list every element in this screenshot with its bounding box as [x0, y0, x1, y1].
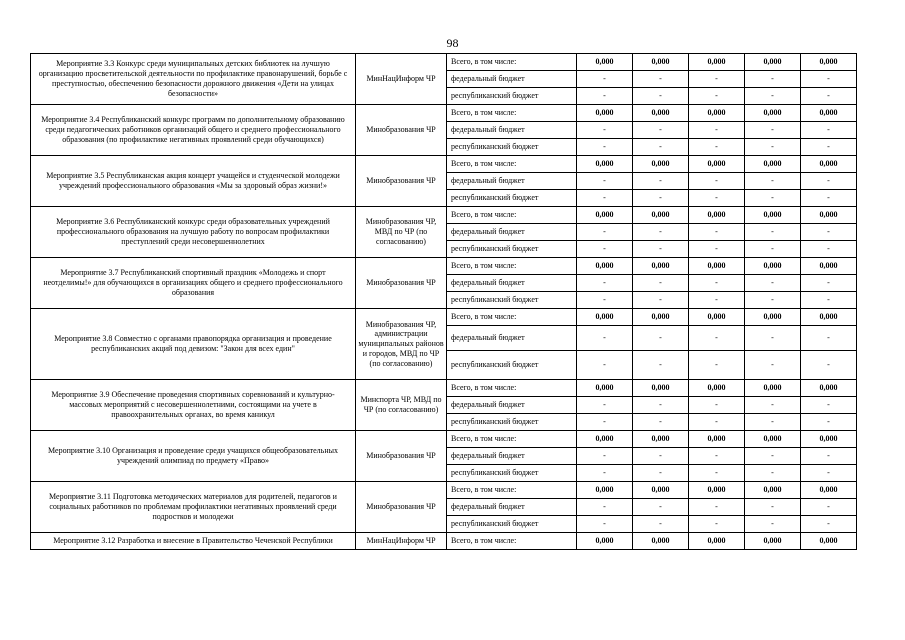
amount-cell: 0,000 [577, 482, 633, 499]
funding-source: федеральный бюджет [447, 224, 577, 241]
event-title: Мероприятие 3.5 Республиканская акция концерт учащейся и студенческой молодежи учреждений профессионального образования «Мы за здоровый образ жизни!» [31, 156, 356, 207]
amount-cell: 0,000 [801, 156, 857, 173]
amount-cell: - [633, 292, 689, 309]
event-title: Мероприятие 3.9 Обеспечение проведения спортивных соревнований и культурно-массовых мероприятий с несовершеннолетними, состоящими на учете в правоохранительных органах, во время каникул [31, 380, 356, 431]
amount-cell: - [689, 414, 745, 431]
amount-cell: - [689, 224, 745, 241]
amount-cell: - [633, 465, 689, 482]
amount-cell: - [633, 326, 689, 351]
amount-cell: 0,000 [801, 431, 857, 448]
table-body [31, 54, 857, 550]
amount-cell: 0,000 [689, 380, 745, 397]
amount-cell: 0,000 [633, 54, 689, 71]
funding-source: федеральный бюджет [447, 71, 577, 88]
amount-cell: 0,000 [633, 431, 689, 448]
amount-cell: - [801, 190, 857, 207]
amount-cell: - [689, 241, 745, 258]
amount-cell: - [577, 397, 633, 414]
funding-source: Всего, в том числе: [447, 54, 577, 71]
amount-cell: 0,000 [633, 533, 689, 550]
amount-cell: - [577, 173, 633, 190]
amount-cell: - [801, 275, 857, 292]
amount-cell: - [801, 414, 857, 431]
amount-cell: - [801, 122, 857, 139]
table-row [31, 380, 857, 397]
funding-source: республиканский бюджет [447, 414, 577, 431]
page-number: 98 [446, 36, 459, 50]
funding-source: Всего, в том числе: [447, 207, 577, 224]
amount-cell: - [633, 351, 689, 380]
amount-cell: - [801, 139, 857, 156]
amount-cell: - [745, 241, 801, 258]
amount-cell: - [801, 224, 857, 241]
amount-cell: 0,000 [801, 105, 857, 122]
amount-cell: 0,000 [577, 380, 633, 397]
table-row [31, 258, 857, 275]
amount-cell: 0,000 [633, 380, 689, 397]
funding-source: Всего, в том числе: [447, 105, 577, 122]
amount-cell: - [689, 397, 745, 414]
amount-cell: - [633, 499, 689, 516]
amount-cell: - [801, 499, 857, 516]
event-title: Мероприятие 3.11 Подготовка методических материалов для родителей, педагогов и социальных работников по проблемам профилактики негативных проявлений среди подростков и молодежи [31, 482, 356, 533]
funding-source: республиканский бюджет [447, 241, 577, 258]
event-title: Мероприятие 3.3 Конкурс среди муниципальных детских библиотек на лучшую организацию просветительской деятельности по профилактике правонарушений, борьбе с преступностью, обеспечению безопасности дорожного движения «Дети на улицах безопасности» [31, 54, 356, 105]
event-executor: МинНацИнформ ЧР [356, 533, 447, 550]
amount-cell: 0,000 [745, 207, 801, 224]
amount-cell: - [577, 275, 633, 292]
funding-source: республиканский бюджет [447, 139, 577, 156]
amount-cell: 0,000 [745, 258, 801, 275]
table-row [31, 431, 857, 448]
amount-cell: 0,000 [689, 258, 745, 275]
amount-cell: 0,000 [577, 431, 633, 448]
event-executor: Минобразования ЧР, администрации муниципальных районов и городов, МВД по ЧР (по согласованию) [356, 309, 447, 380]
amount-cell: - [577, 122, 633, 139]
amount-cell: 0,000 [577, 207, 633, 224]
table-row [31, 309, 857, 326]
amount-cell: - [745, 122, 801, 139]
amount-cell: - [633, 224, 689, 241]
amount-cell: 0,000 [801, 309, 857, 326]
funding-source: федеральный бюджет [447, 448, 577, 465]
table-row [31, 105, 857, 122]
amount-cell: - [689, 122, 745, 139]
event-executor: Минобразования ЧР [356, 258, 447, 309]
amount-cell: - [745, 351, 801, 380]
amount-cell: - [633, 275, 689, 292]
amount-cell: - [801, 292, 857, 309]
table-row [31, 482, 857, 499]
amount-cell: 0,000 [577, 533, 633, 550]
amount-cell: - [745, 275, 801, 292]
amount-cell: - [633, 71, 689, 88]
amount-cell: - [745, 499, 801, 516]
amount-cell: - [577, 326, 633, 351]
amount-cell: - [633, 241, 689, 258]
amount-cell: 0,000 [745, 380, 801, 397]
amount-cell: - [801, 241, 857, 258]
amount-cell: 0,000 [801, 533, 857, 550]
funding-source: Всего, в том числе: [447, 533, 577, 550]
funding-source: федеральный бюджет [447, 499, 577, 516]
amount-cell: - [745, 190, 801, 207]
amount-cell: 0,000 [633, 482, 689, 499]
event-title: Мероприятие 3.10 Организация и проведение среди учащихся общеобразовательных учреждений олимпиад по предмету «Право» [31, 431, 356, 482]
amount-cell: 0,000 [689, 207, 745, 224]
event-title: Мероприятие 3.12 Разработка и внесение в Правительство Чеченской Республики [31, 533, 356, 550]
amount-cell: - [633, 448, 689, 465]
amount-cell: - [745, 292, 801, 309]
amount-cell: 0,000 [745, 533, 801, 550]
amount-cell: 0,000 [633, 258, 689, 275]
table-row [31, 54, 857, 71]
amount-cell: - [577, 448, 633, 465]
amount-cell: 0,000 [745, 54, 801, 71]
amount-cell: - [689, 292, 745, 309]
amount-cell: - [745, 71, 801, 88]
amount-cell: - [689, 71, 745, 88]
amount-cell: - [745, 326, 801, 351]
event-title: Мероприятие 3.8 Совместно с органами правопорядка организация и проведение республиканских акций под девизом: "Закон для всех един" [31, 309, 356, 380]
funding-source: Всего, в том числе: [447, 156, 577, 173]
amount-cell: - [801, 516, 857, 533]
amount-cell: - [801, 351, 857, 380]
event-title: Мероприятие 3.7 Республиканский спортивный праздник «Молодежь и спорт неотделимы!» для обучающихся в организациях общего и среднего профессионального образования [31, 258, 356, 309]
amount-cell: - [689, 326, 745, 351]
amount-cell: 0,000 [745, 482, 801, 499]
amount-cell: - [689, 275, 745, 292]
amount-cell: 0,000 [801, 258, 857, 275]
amount-cell: - [801, 88, 857, 105]
amount-cell: - [633, 88, 689, 105]
funding-source: республиканский бюджет [447, 516, 577, 533]
funding-source: республиканский бюджет [447, 292, 577, 309]
funding-source: Всего, в том числе: [447, 309, 577, 326]
amount-cell: - [745, 448, 801, 465]
amount-cell: - [689, 465, 745, 482]
amount-cell: - [801, 448, 857, 465]
amount-cell: 0,000 [633, 309, 689, 326]
funding-source: Всего, в том числе: [447, 431, 577, 448]
amount-cell: - [801, 173, 857, 190]
table-row [31, 156, 857, 173]
funding-source: Всего, в том числе: [447, 482, 577, 499]
event-executor: Минобразования ЧР [356, 105, 447, 156]
amount-cell: 0,000 [577, 54, 633, 71]
event-executor: Минобразования ЧР [356, 156, 447, 207]
amount-cell: - [745, 414, 801, 431]
amount-cell: 0,000 [689, 533, 745, 550]
amount-cell: - [801, 71, 857, 88]
amount-cell: 0,000 [633, 156, 689, 173]
amount-cell: 0,000 [577, 105, 633, 122]
funding-source: федеральный бюджет [447, 122, 577, 139]
amount-cell: - [577, 351, 633, 380]
funding-source: Всего, в том числе: [447, 380, 577, 397]
funding-source: федеральный бюджет [447, 173, 577, 190]
amount-cell: 0,000 [689, 156, 745, 173]
amount-cell: - [745, 88, 801, 105]
amount-cell: - [633, 516, 689, 533]
event-title: Мероприятие 3.6 Республиканский конкурс среди образовательных учреждений профессионального образования на лучшую работу по вопросам профилактики преступлений среди несовершеннолетних [31, 207, 356, 258]
amount-cell: 0,000 [801, 482, 857, 499]
amount-cell: - [689, 88, 745, 105]
amount-cell: - [577, 414, 633, 431]
amount-cell: - [633, 173, 689, 190]
amount-cell: 0,000 [689, 431, 745, 448]
amount-cell: - [577, 190, 633, 207]
amount-cell: - [689, 173, 745, 190]
amount-cell: 0,000 [801, 54, 857, 71]
event-executor: Минобразования ЧР, МВД по ЧР (по согласованию) [356, 207, 447, 258]
amount-cell: - [633, 397, 689, 414]
amount-cell: 0,000 [689, 309, 745, 326]
event-title: Мероприятие 3.4 Республиканский конкурс программ по дополнительному образованию среди педагогических работников организаций общего и среднего профессионального образования (по профилактике негативных проявлений среди обучающихся) [31, 105, 356, 156]
amount-cell: - [689, 139, 745, 156]
table-row [31, 207, 857, 224]
amount-cell: - [577, 292, 633, 309]
funding-source: республиканский бюджет [447, 465, 577, 482]
amount-cell: - [633, 139, 689, 156]
amount-cell: 0,000 [689, 482, 745, 499]
funding-source: федеральный бюджет [447, 397, 577, 414]
amount-cell: - [801, 465, 857, 482]
amount-cell: 0,000 [633, 207, 689, 224]
amount-cell: - [577, 516, 633, 533]
event-executor: Минспорта ЧР, МВД по ЧР (по согласованию) [356, 380, 447, 431]
amount-cell: 0,000 [577, 258, 633, 275]
amount-cell: - [633, 122, 689, 139]
amount-cell: 0,000 [801, 207, 857, 224]
amount-cell: 0,000 [745, 309, 801, 326]
amount-cell: 0,000 [577, 156, 633, 173]
amount-cell: - [633, 190, 689, 207]
funding-source: республиканский бюджет [447, 190, 577, 207]
amount-cell: - [633, 414, 689, 431]
amount-cell: - [577, 88, 633, 105]
budget-table [30, 53, 857, 550]
funding-source: федеральный бюджет [447, 275, 577, 292]
amount-cell: - [577, 224, 633, 241]
amount-cell: - [689, 190, 745, 207]
amount-cell: 0,000 [745, 431, 801, 448]
event-executor: Минобразования ЧР [356, 482, 447, 533]
amount-cell: - [577, 465, 633, 482]
funding-source: федеральный бюджет [447, 326, 577, 351]
amount-cell: - [577, 241, 633, 258]
amount-cell: - [689, 448, 745, 465]
amount-cell: - [745, 139, 801, 156]
amount-cell: - [689, 351, 745, 380]
amount-cell: - [577, 71, 633, 88]
amount-cell: - [689, 516, 745, 533]
amount-cell: - [577, 499, 633, 516]
amount-cell: - [801, 326, 857, 351]
event-executor: Минобразования ЧР [356, 431, 447, 482]
amount-cell: - [577, 139, 633, 156]
funding-source: Всего, в том числе: [447, 258, 577, 275]
amount-cell: 0,000 [689, 54, 745, 71]
funding-source: республиканский бюджет [447, 88, 577, 105]
amount-cell: - [745, 173, 801, 190]
amount-cell: - [745, 397, 801, 414]
amount-cell: 0,000 [689, 105, 745, 122]
amount-cell: - [745, 224, 801, 241]
event-executor: МинНацИнформ ЧР [356, 54, 447, 105]
amount-cell: - [801, 397, 857, 414]
funding-source: республиканский бюджет [447, 351, 577, 380]
amount-cell: - [745, 465, 801, 482]
amount-cell: 0,000 [745, 105, 801, 122]
amount-cell: 0,000 [633, 105, 689, 122]
amount-cell: 0,000 [577, 309, 633, 326]
amount-cell: - [745, 516, 801, 533]
amount-cell: 0,000 [745, 156, 801, 173]
table-row [31, 533, 857, 550]
amount-cell: - [689, 499, 745, 516]
amount-cell: 0,000 [801, 380, 857, 397]
